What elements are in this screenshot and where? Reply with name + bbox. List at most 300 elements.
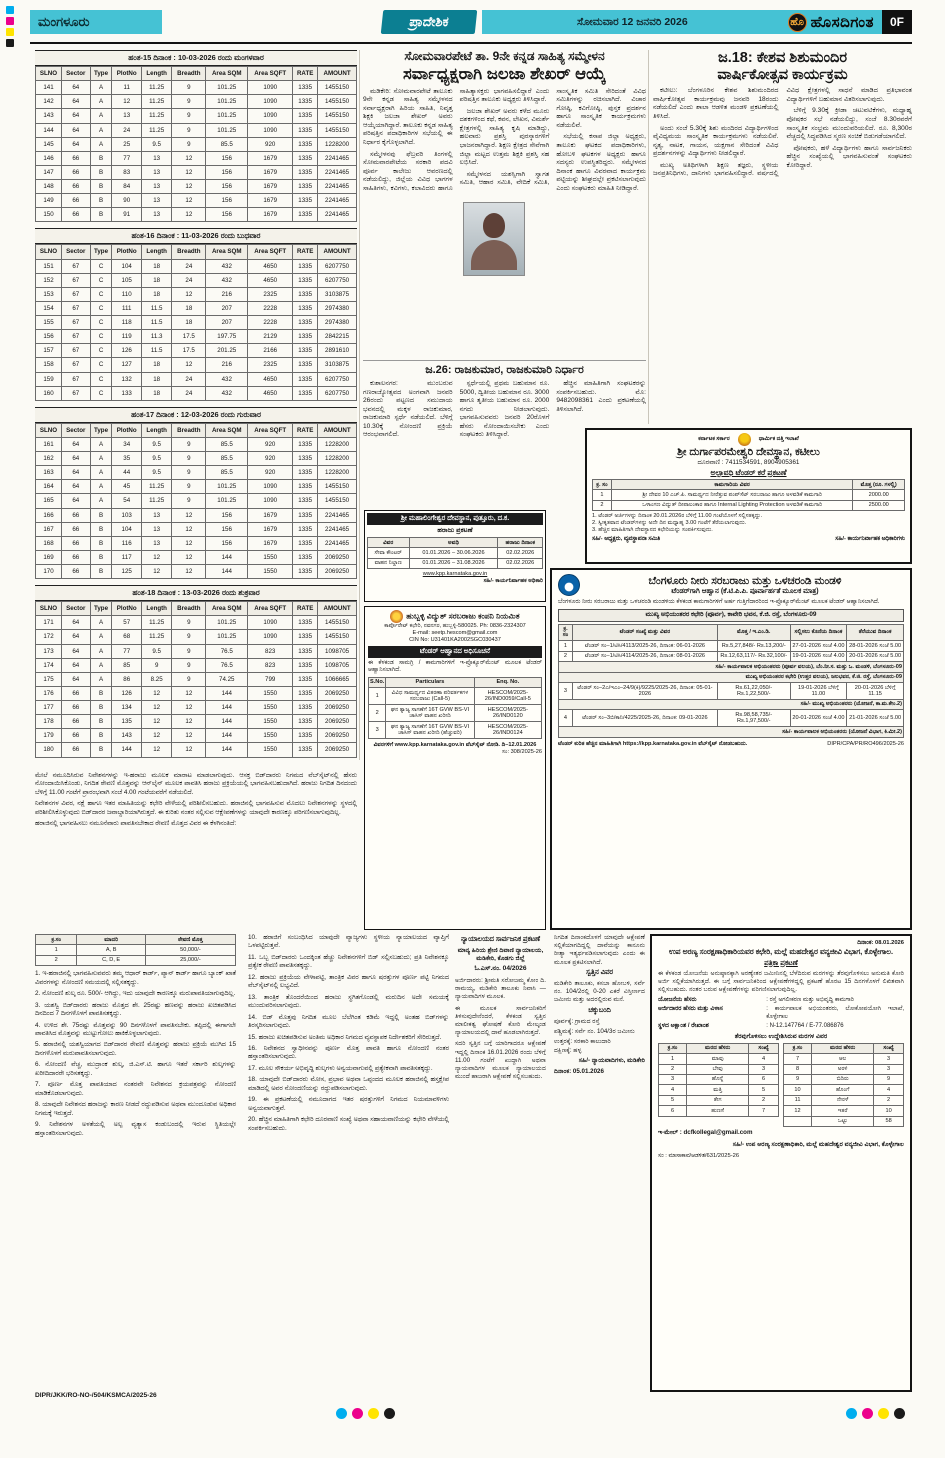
- table-row: [659, 1064, 779, 1074]
- table-header-cell: SLNO: [36, 67, 62, 81]
- field-row: [658, 1006, 904, 1022]
- table-cell: ವಾಹನ ನಿಲ್ದಾಣ: [368, 558, 410, 568]
- table-cell: 197.75: [206, 330, 248, 344]
- paragraph: ಕುಶಾಲನಗರ: ಮುಂಬರುವ ಗಣರಾಜ್ಯೋತ್ಸವದ ಅಂಗವಾಗಿ ಜನವರಿ 26ರಂದು ಪಟ್ಟಣದ ಸಮುದಾಯ ಭವನದಲ್ಲಿ ಮಕ್ಕಳ ರಾಜಕುಮಾರ, ರಾಜಕುಮಾರಿ ಸ್ಪರ್ಧೆ ನಡೆಯಲಿದೆ. ಬೆಳಿಗ್ಗೆ 10.30ಕ್ಕೆ ನೋಂದಣಿ ಪ್ರಕ್ರಿಯೆ ಆರಂಭವಾಗಲಿದೆ.: [363, 380, 453, 439]
- table-header-cell: Breadth: [172, 245, 206, 259]
- table-row: [36, 180, 357, 194]
- table-cell: 2069250: [318, 701, 357, 715]
- portrait-silhouette-icon: [483, 213, 505, 238]
- table-header-cell: SLNO: [36, 245, 62, 259]
- table-cell: A: [90, 494, 112, 508]
- registration-dot: [336, 1408, 347, 1419]
- table-cell: 118: [112, 316, 142, 330]
- table-cell: A: [90, 95, 112, 109]
- table-cell: ಘನ ತ್ಯಾಜ್ಯ ಸಾಗಣೆಗೆ 16T GVW BS-VI ಚಾಸಿಸ್ ವಾಹನ ಖರೀದಿ (ಹೆಚ್ಚುವರಿ): [386, 722, 474, 739]
- table-cell: 13: [141, 194, 171, 208]
- table-cell: 164: [36, 480, 62, 494]
- table: [658, 1043, 779, 1117]
- table-cell: 1: [36, 945, 77, 955]
- table-cell: 2241465: [318, 508, 357, 522]
- hescom-email: E-mail: seetp.hescom@gmail.com: [412, 629, 498, 636]
- table-header-cell: Breadth: [172, 602, 206, 616]
- table: [558, 624, 904, 738]
- table-cell: ಟೆಂಡರ್ ಸಂ–2ಎ/ಇಎಂ–24/9(ಕಿ)/9225/2025-26, ದಿನಾಂಕ: 05-01-2026: [572, 683, 717, 700]
- author-photo: [463, 202, 525, 276]
- paragraph: ಕಟೀಲು: ಬೆಂಗಳೂರಿನ ಕೇಶವ ಶಿಶುಮಂದಿರದ ವಾರ್ಷಿಕೋತ್ಸವ ಕಾರ್ಯಕ್ರಮವು ಜನವರಿ 18ರಂದು ನಡೆಯಲಿದೆ ಎಂದು ಶಾಲಾ ಆಡಳಿತ ಮಂಡಳಿ ಪ್ರಕಟಣೆಯಲ್ಲಿ ತಿಳಿಸಿದೆ.: [653, 87, 779, 121]
- table-cell: 141: [36, 81, 62, 95]
- table-cell: C: [90, 273, 112, 287]
- table-cell: 3103875: [318, 287, 357, 301]
- table-cell: 152: [36, 273, 62, 287]
- tree-table-caption: ತೆರವುಗೊಳಿಸಲು ಉದ್ದೇಶಿಸಿರುವ ಮರಗಳ ವಿವರ: [734, 1032, 828, 1040]
- registration-dot: [6, 39, 14, 47]
- table-cell: 1090: [248, 109, 293, 123]
- table-cell: 103: [112, 508, 142, 522]
- table-cell: 1550: [248, 550, 293, 564]
- table-cell: A: [90, 452, 112, 466]
- table-header-cell: AMOUNT: [318, 245, 357, 259]
- table-cell: 20-01-2026 ಸಂಜೆ 5.00: [847, 651, 904, 661]
- table-row: [784, 1095, 904, 1105]
- table-cell: 11.25: [141, 616, 171, 630]
- table-cell: 143: [36, 109, 62, 123]
- table-cell: 2241465: [318, 194, 357, 208]
- table-row: [659, 1054, 779, 1064]
- table-cell: ತೇಗ: [687, 1095, 749, 1105]
- plot-table-section-2: [35, 228, 357, 400]
- table-cell: 67: [61, 259, 90, 273]
- table-cell: 10: [784, 1085, 812, 1095]
- table-row: [368, 548, 543, 558]
- table-cell: 9: [172, 109, 206, 123]
- table-cell: 84: [112, 180, 142, 194]
- paragraph: ಸಭೆಯಲ್ಲಿ ಕಸಾಪ ಜಿಲ್ಲಾ ಅಧ್ಯಕ್ಷರು, ತಾಲೂಕು ಘಟಕದ ಪದಾಧಿಕಾರಿಗಳು, ಹೋಬಳಿ ಘಟಕಗಳ ಅಧ್ಯಕ್ಷರು ಹಾಗೂ ಸದಸ್ಯರು ಉಪಸ್ಥಿತರಿದ್ದರು. ಸಮ್ಮೇಳನದ ದಿನಾಂಕ ಹಾಗೂ ವಿವರವಾದ ಕಾರ್ಯಕ್ರಮ ಪಟ್ಟಿಯನ್ನು ಶೀಘ್ರದಲ್ಲೇ ಪ್ರಕಟಿಸಲಾಗುವುದು ಎಂದು ಸಂಘಟಕರು ಮಾಹಿತಿ ನೀಡಿದ್ದಾರೆ.: [556, 133, 646, 192]
- table-cell: 12: [172, 701, 206, 715]
- table-cell: 11.3: [141, 330, 171, 344]
- table-cell: 150: [36, 208, 62, 222]
- field-row: [658, 997, 904, 1005]
- table-cell: C: [90, 344, 112, 358]
- table-cell: 207: [206, 301, 248, 315]
- table-cell: ಮತ್ತಿ: [687, 1085, 749, 1095]
- table-cell: 8.25: [141, 672, 171, 686]
- table-cell: 3: [874, 1064, 904, 1074]
- article-kicker: ಸೋಮವಾರಪೇಟೆ ತಾ. 9ನೇ ಕನ್ನಡ ಸಾಹಿತ್ಯ ಸಮ್ಮೇಳನ: [404, 49, 605, 63]
- table-header-cell: RATE: [293, 602, 318, 616]
- table-cell: 11.25: [141, 494, 171, 508]
- forest-notice-body: ಈ ಕೆಳಕಂಡ ಯೋಜನೆಯ ಅನುಷ್ಠಾನಕ್ಕಾಗಿ ಅರಣ್ಯೇತರ ಜಮೀನಿನಲ್ಲಿ ಬೆಳೆದಿರುವ ಮರಗಳನ್ನು ತೆರವುಗೊಳಿಸಲು ಅನುಮತಿ ಕೋರಿ ಅರ್ಜಿ ಸಲ್ಲಿಕೆಯಾಗಿರುತ್ತದೆ. ಈ ಬಗ್ಗೆ ಸಾರ್ವಜನಿಕರಿಂದ ಆಕ್ಷೇಪಣೆಗಳಿದ್ದಲ್ಲಿ ಪ್ರಕಟಣೆ ಹೊರಟ 15 ದಿನಗಳೊಳಗೆ ಲಿಖಿತವಾಗಿ ಸಲ್ಲಿಸಬಹುದು. ನಂತರ ಬರುವ ಆಕ್ಷೇಪಣೆಗಳನ್ನು ಪರಿಗಣಿಸಲಾಗುವುದಿಲ್ಲ.: [658, 969, 904, 994]
- table-cell: 76.5: [206, 658, 248, 672]
- table-cell: ಹೊಂಗೆ: [812, 1085, 874, 1095]
- table-cell: 2129: [248, 330, 293, 344]
- table-cell: 101.25: [206, 480, 248, 494]
- table-cell: 175: [36, 672, 62, 686]
- table-cell: 18: [141, 287, 171, 301]
- table-cell: 2: [593, 500, 612, 510]
- table-cell: 4650: [248, 259, 293, 273]
- table-cell: 1335: [293, 358, 318, 372]
- paragraph: ಸಮ್ಮೇಳನವು ಫೆಬ್ರವರಿ ತಿಂಗಳಲ್ಲಿ ಸೋಮವಾರಪೇಟೆಯ ಸರಕಾರಿ ಪದವಿ ಪೂರ್ವ ಕಾಲೇಜು ಆವರಣದಲ್ಲಿ ನಡೆಯಲಿದ್ದು, ಜಿಲ್ಲೆಯ ವಿವಿಧ ಭಾಗಗಳ ಸಾಹಿತಿಗಳು, ಕವಿಗಳು, ಕಲಾವಿದರು ಹಾಗೂ ಸಾಹಿತ್ಯಾಸಕ್ತರು ಭಾಗವಹಿಸಲಿದ್ದಾರೆ ಎಂದು ಪರಿಷತ್ತಿನ ತಾಲೂಕು ಅಧ್ಯಕ್ಷರು ತಿಳಿಸಿದ್ದಾರೆ.: [363, 87, 550, 192]
- table-cell: Rs.12,63,117/- Rs.32,100/-: [717, 651, 790, 661]
- registration-dot: [368, 1408, 379, 1419]
- paragraph: ಪೋಷಕರು, ಹಳೆ ವಿದ್ಯಾರ್ಥಿಗಳು ಹಾಗೂ ಸಾರ್ವಜನಿಕರು ಹೆಚ್ಚಿನ ಸಂಖ್ಯೆಯಲ್ಲಿ ಭಾಗವಹಿಸುವಂತೆ ಸಂಘಟಕರು ಕೋರಿದ್ದಾರೆ.: [786, 144, 912, 169]
- auction-terms-clauses: [35, 934, 449, 1386]
- paragraph: ದಕ್ಷಿಣಕ್ಕೆ: ಹಳ್ಳ: [554, 1047, 582, 1055]
- table-header-cell: PlotNo: [112, 245, 142, 259]
- table-header-cell: RATE: [293, 67, 318, 81]
- table-cell: 1335: [293, 616, 318, 630]
- table-cell: 160: [36, 386, 62, 400]
- bwssb-title: ಬೆಂಗಳೂರು ನೀರು ಸರಬರಾಜು ಮತ್ತು ಒಳಚರಂಡಿ ಮಂಡಳಿ: [648, 574, 842, 587]
- table-header-cell: Area SQFT: [248, 67, 293, 81]
- temple-ad-subhead: ಹರಾಜು ಪ್ರಕಟಣೆ: [437, 527, 473, 534]
- table-header-cell: RATE: [293, 423, 318, 437]
- temple-phone: ದೂರವಾಣಿ : 7411534591, 8904905361: [697, 459, 800, 466]
- paragraph: ಸಮ್ಮೇಳನದ ಯಶಸ್ಸಿಗಾಗಿ ಸ್ವಾಗತ ಸಮಿತಿ, ಆಹಾರ ಸಮಿತಿ, ವೇದಿಕೆ ಸಮಿತಿ, ಸಾಂಸ್ಕೃತಿಕ ಸಮಿತಿ ಸೇರಿದಂತೆ ವಿವಿಧ ಸಮಿತಿಗಳನ್ನು ರಚಿಸಲಾಗಿದೆ. ವಿಚಾರ ಗೋಷ್ಠಿ, ಕವಿಗೋಷ್ಠಿ, ಪುಸ್ತಕ ಪ್ರದರ್ಶನ ಹಾಗೂ ಸಾಂಸ್ಕೃತಿಕ ಕಾರ್ಯಕ್ರಮಗಳು ನಡೆಯಲಿವೆ.: [459, 87, 646, 187]
- table-cell: B: [90, 701, 112, 715]
- table-row: [784, 1116, 904, 1126]
- table-header-cell: Sector: [61, 67, 90, 81]
- table-cell: 207: [206, 316, 248, 330]
- paragraph: 2. ಸ್ವೀಕೃತವಾದ ಟೆಂಡರ್‌ಗಳನ್ನು ಅದೇ ದಿನ ಮಧ್ಯಾಹ್ನ 3.00 ಗಂಟೆಗೆ ತೆರೆಯಲಾಗುವುದು.: [592, 520, 747, 527]
- plot-table-title: ಹಂತ-18 ದಿನಾಂಕ : 13-03-2026 ರಂದು ಶುಕ್ರವಾರ: [35, 585, 357, 601]
- table-cell: 20-01-2026 ಸಂಜೆ 4.00: [790, 710, 847, 727]
- table-cell: 6207750: [318, 386, 357, 400]
- table-cell: 1679: [248, 522, 293, 536]
- temple-ad-header: ಶ್ರೀ ಮಹಾಲಿಂಗೇಶ್ವರ ದೇವಸ್ಥಾನ, ಪುತ್ತೂರು, ದ.ಕ.: [367, 513, 543, 525]
- table-header-cell: Sector: [61, 423, 90, 437]
- table-cell: 9: [784, 1074, 812, 1084]
- table-cell: C: [90, 287, 112, 301]
- registration-marks-top-left: [6, 6, 14, 47]
- article-keshava: [653, 50, 912, 424]
- table-cell: 1455150: [318, 123, 357, 137]
- sign-left: ಸಹಿ/- ಅಧ್ಯಕ್ಷರು, ವ್ಯವಸ್ಥಾಪನಾ ಸಮಿತಿ: [592, 536, 661, 543]
- registration-dot: [6, 17, 14, 25]
- paragraph: ಮುಖ್ಯ ಅತಿಥಿಗಳಾಗಿ ಶಿಕ್ಷಣ ತಜ್ಞರು, ಸ್ಥಳೀಯ ಜನಪ್ರತಿನಿಧಿಗಳು, ದಾನಿಗಳು ಭಾಗವಹಿಸಲಿದ್ದಾರೆ. ವರ್ಷದಲ್ಲಿ ವಿವಿಧ ಕ್ಷೇತ್ರಗಳಲ್ಲಿ ಸಾಧನೆ ಮಾಡಿದ ಪ್ರತಿಭಾವಂತ ವಿದ್ಯಾರ್ಥಿಗಳಿಗೆ ಬಹುಮಾನ ವಿತರಿಸಲಾಗುವುದು.: [653, 87, 912, 178]
- table-header-cell: Enq. No.: [474, 677, 541, 687]
- table-cell: 12: [172, 565, 206, 579]
- table-row: [36, 480, 357, 494]
- table-cell: 1335: [293, 494, 318, 508]
- table-cell: 66: [61, 729, 90, 743]
- table-cell: 18: [141, 273, 171, 287]
- table-cell: 174: [36, 658, 62, 672]
- table-cell: 1335: [293, 437, 318, 451]
- table-header-cell: ಠೇವಣಿ ಮೊತ್ತ: [145, 935, 235, 945]
- table-cell: 156: [206, 508, 248, 522]
- table-cell: 11.25: [141, 480, 171, 494]
- table-cell: 2166: [248, 344, 293, 358]
- paragraph: 2. ನೋಂದಣಿ ಶುಲ್ಕ ರೂ. 500/- ಆಗಿದ್ದು, ಇದು ಯಾವುದೇ ಕಾರಣಕ್ಕೂ ಮರುಪಾವತಿಯಾಗುವುದಿಲ್ಲ.: [35, 990, 236, 998]
- table-cell: 2228: [248, 301, 293, 315]
- table-cell: 66: [61, 165, 90, 179]
- table-cell: 1335: [293, 259, 318, 273]
- table-cell: 101.25: [206, 616, 248, 630]
- table-cell: 159: [36, 372, 62, 386]
- table-cell: 1335: [293, 386, 318, 400]
- table-cell: 161: [36, 437, 62, 451]
- table: [35, 66, 357, 222]
- table-cell: A, B: [77, 945, 145, 955]
- table-cell: 4650: [248, 273, 293, 287]
- table-cell: 144: [206, 701, 248, 715]
- table-cell: 104: [112, 522, 142, 536]
- table-cell: B: [90, 508, 112, 522]
- table-cell: 147: [36, 165, 62, 179]
- table-cell: 18: [172, 301, 206, 315]
- table-row: [36, 452, 357, 466]
- table-cell: 9: [141, 658, 171, 672]
- table-cell: 3: [369, 722, 386, 739]
- table-row: [36, 81, 357, 95]
- table-cell: B: [90, 536, 112, 550]
- table-cell: 2241465: [318, 180, 357, 194]
- auction-table: [367, 537, 543, 569]
- article-headline: ಜ.26: ರಾಜಕುಮಾರ, ರಾಜಕುಮಾರಿ ನಿರ್ಧಾರ: [363, 360, 646, 377]
- table-cell: 178: [36, 715, 62, 729]
- table-cell: 1550: [248, 729, 293, 743]
- table-cell: 17.5: [172, 344, 206, 358]
- company-name-text: ಹುಬ್ಬಳ್ಳಿ ವಿದ್ಯುತ್ ಸರಬರಾಜು ಕಂಪನಿ ನಿಯಮಿತ: [406, 611, 520, 621]
- table-cell: 169: [36, 550, 62, 564]
- table-cell: Rs.61,22,050/- Rs.1,22,500/-: [717, 683, 790, 700]
- paragraph: ಸದರಿ ಸ್ವತ್ತಿನ ಬಗ್ಗೆ ಯಾರಿಗಾದರೂ ಆಕ್ಷೇಪಣೆ ಇದ್ದಲ್ಲಿ ದಿನಾಂಕ 16.01.2026 ರಂದು ಬೆಳಿಗ್ಗೆ 11.00 ಗಂಟೆಗೆ ಖುದ್ದಾಗಿ ಅಥವಾ ನ್ಯಾಯವಾದಿಗಳ ಮೂಲಕ ನ್ಯಾಯಾಲಯದ ಮುಂದೆ ಹಾಜರಾಗಿ ಆಕ್ಷೇಪಣೆ ಸಲ್ಲಿಸಬಹುದು.: [455, 1040, 546, 1081]
- table-header-cell: ಸಲ್ಲಿಸಲು ಕೊನೆಯ ದಿನಾಂಕ: [790, 624, 847, 641]
- table-header-cell: Area SQM: [206, 67, 248, 81]
- table-cell: 799: [248, 672, 293, 686]
- table-cell: 9: [172, 95, 206, 109]
- forest-sign: ಸಹಿ/- ಉಪ ಅರಣ್ಯ ಸಂರಕ್ಷಣಾಧಿಕಾರಿ, ಮಲ್ಲೆ ಮಹದೇಶ್ವರ ವನ್ಯಜೀವಿ ವಿಭಾಗ, ಕೊಳ್ಳೇಗಾಲ: [732, 1141, 904, 1149]
- table-cell: 1335: [293, 522, 318, 536]
- table-row: [559, 662, 904, 672]
- tender-notes: [592, 513, 905, 534]
- table-cell: 1335: [293, 743, 318, 757]
- table-cell: 12: [141, 565, 171, 579]
- temple-name: ಶ್ರೀ ದುರ್ಗಾಪರಮೇಶ್ವರಿ ದೇವಸ್ಥಾನ, ಕಟೀಲು: [677, 446, 820, 458]
- table-header-cell: ಕ್ರ.ಸಂ: [784, 1043, 812, 1053]
- table-cell: 2241465: [318, 536, 357, 550]
- table-cell: 144: [206, 729, 248, 743]
- table-cell: ಅರಳಿ: [812, 1064, 874, 1074]
- table-cell: ನೇರಳೆ: [812, 1095, 874, 1105]
- table-cell: ಘನ ತ್ಯಾಜ್ಯ ಸಾಗಣೆಗೆ 16T GVW BS-VI ಚಾಸಿಸ್ ವಾಹನ ಖರೀದಿ: [386, 705, 474, 722]
- paragraph: ಮಡಿಕೇರಿ: ಸೋಮವಾರಪೇಟೆ ತಾಲೂಕು 9ನೇ ಕನ್ನಡ ಸಾಹಿತ್ಯ ಸಮ್ಮೇಳನದ ಸರ್ವಾಧ್ಯಕ್ಷರಾಗಿ ಹಿರಿಯ ಸಾಹಿತಿ, ನಿವೃತ್ತ ಶಿಕ್ಷಕಿ ಜಲಜಾ ಶೇಖರ್ ಅವರು ಆಯ್ಕೆಯಾಗಿದ್ದಾರೆ. ತಾಲೂಕು ಕನ್ನಡ ಸಾಹಿತ್ಯ ಪರಿಷತ್ತಿನ ಪದಾಧಿಕಾರಿಗಳ ಸಭೆಯಲ್ಲಿ ಈ ನಿರ್ಧಾರ ಕೈಗೊಳ್ಳಲಾಗಿದೆ.: [363, 87, 453, 147]
- table-cell: 64: [61, 81, 90, 95]
- paragraph: 12. ಹರಾಜು ಪ್ರಕ್ರಿಯೆಯ ವೇಳಾಪಟ್ಟಿ, ತಾಂತ್ರಿಕ ವಿವರ ಹಾಗೂ ಷರತ್ತುಗಳ ಪೂರ್ಣ ಪಟ್ಟಿ ನಿಗಮದ ವೆಬ್‌ಸೈಟ್‌ನಲ್ಲಿ ಲಭ್ಯವಿದೆ.: [248, 973, 449, 990]
- table-cell: 101.25: [206, 494, 248, 508]
- table-cell: 7: [784, 1054, 812, 1064]
- table-row: [659, 1074, 779, 1084]
- bwssb-tender-table: [558, 624, 904, 738]
- table-cell: 1679: [248, 536, 293, 550]
- table-cell: 24: [172, 259, 206, 273]
- table-cell: 64: [61, 466, 90, 480]
- table-row: [36, 386, 357, 400]
- registration-dot: [6, 28, 14, 36]
- auction-terms-intro: [35, 772, 357, 930]
- table-cell: 920: [248, 452, 293, 466]
- table-cell: ಶ್ರೀ ದೇವರ 10 ಎಚ್.ಪಿ. ಸಾಮರ್ಥ್ಯದ ನೀರೆತ್ತುವ ಪಂಪ್‌ಸೆಟ್ ಸರಬರಾಜು ಹಾಗೂ ಅಳವಡಿಕೆ ಕಾಮಗಾರಿ: [611, 490, 853, 500]
- field-label: ಯೋಜನೆಯ ಹೆಸರು: [658, 997, 697, 1004]
- table-cell: 156: [36, 330, 62, 344]
- table-row: [36, 165, 357, 179]
- table-cell: 12: [172, 729, 206, 743]
- table-cell: 11.25: [141, 109, 171, 123]
- paragraph: 4. ಉಳಿದ ಶೇ. 75ರಷ್ಟು ಮೊತ್ತವನ್ನು 90 ದಿನಗಳೊಳಗೆ ಪಾವತಿಸಬೇಕು. ತಪ್ಪಿದಲ್ಲಿ ಈಗಾಗಲೇ ಪಾವತಿಸಿದ ಮೊತ್ತವನ್ನು ಮುಟ್ಟುಗೋಲು ಹಾಕಿಕೊಳ್ಳಲಾಗುವುದು.: [35, 1021, 236, 1037]
- table-cell: 9: [172, 644, 206, 658]
- table-cell: 9: [172, 137, 206, 151]
- table-cell: 126: [112, 686, 142, 700]
- paragraph: 7. ಪೂರ್ಣ ಮೊತ್ತ ಪಾವತಿಯಾದ ನಂತರವೇ ನಿವೇಶನದ ಕ್ರಯಪತ್ರವನ್ನು ನೋಂದಣಿ ಮಾಡಿಕೊಡಲಾಗುವುದು.: [35, 1081, 236, 1097]
- hescom-tender-ad: [364, 606, 546, 930]
- table-cell: 165: [36, 494, 62, 508]
- field-row: [658, 1023, 904, 1031]
- table-cell: 66: [61, 715, 90, 729]
- table-cell: 13: [112, 109, 142, 123]
- table-cell: 21-01-2026 ಸಂಜೆ 5.00: [847, 710, 904, 727]
- table-cell: 168: [36, 536, 62, 550]
- table-cell: 85.5: [206, 452, 248, 466]
- paragraph: ನಿಗದಿತ ದಿನಾಂಕದೊಳಗೆ ಯಾವುದೇ ಆಕ್ಷೇಪಣೆ ಸಲ್ಲಿಕೆಯಾಗದಿದ್ದಲ್ಲಿ ದಾವೆಯನ್ನು ಕಾನೂನು ರೀತ್ಯಾ ಇತ್ಯರ್ಥಪಡಿಸಲಾಗುವುದು ಎಂದು ಈ ಮೂಲಕ ಪ್ರಕಟಿಸಲಾಗಿದೆ.: [554, 934, 645, 966]
- table-row: [36, 273, 357, 287]
- table-cell: 9: [172, 616, 206, 630]
- table-row: [36, 701, 357, 715]
- table-cell: HESCOM/2025-26/IND0124: [474, 722, 541, 739]
- table-cell: 171: [36, 616, 62, 630]
- table-cell: 9.5: [141, 452, 171, 466]
- paragraph: 3. ಹೆಚ್ಚಿನ ಮಾಹಿತಿಗಾಗಿ ದೇವಸ್ಥಾನದ ಕಛೇರಿಯನ್ನು ಸಂಪರ್ಕಿಸುವುದು.: [592, 527, 713, 534]
- govt-emblem-icon: [738, 433, 751, 446]
- table-cell: 1455150: [318, 494, 357, 508]
- kateelu-temple-ad: [585, 428, 912, 564]
- table-cell: 2: [874, 1095, 904, 1105]
- table-row: [36, 137, 357, 151]
- table-cell: 1090: [248, 616, 293, 630]
- table-row: [369, 722, 542, 739]
- table-cell: 135: [112, 715, 142, 729]
- table-cell: 1679: [248, 508, 293, 522]
- table-cell: 162: [36, 452, 62, 466]
- table-cell: 432: [206, 259, 248, 273]
- table-cell: 1335: [293, 466, 318, 480]
- table-cell: 1335: [293, 658, 318, 672]
- table-row: [36, 508, 357, 522]
- table-cell: B: [90, 743, 112, 757]
- tender-band: ಟೆಂಡರ್ ಆಹ್ವಾನದ ಅಧಿಸೂಚನೆ: [368, 646, 542, 658]
- table-cell: 2241465: [318, 522, 357, 536]
- table-cell: 27-01-2026 ಸಂಜೆ 4.00: [790, 641, 847, 651]
- table-row: [36, 616, 357, 630]
- paragraph: ಈ ಮೂಲಕ ಸಾರ್ವಜನಿಕರಿಗೆ ತಿಳಿಸುವುದೇನೆಂದರೆ, ಕೆಳಕಂಡ ಸ್ವತ್ತಿನ ಮಾಲೀಕತ್ವ ಘೋಷಣೆ ಕೋರಿ ಮೇಲ್ಕಂಡ ನ್ಯಾಯಾಲಯದಲ್ಲಿ ದಾವೆ ಹೂಡಲಾಗಿರುತ್ತದೆ.: [455, 1004, 546, 1037]
- table-cell: 13: [141, 180, 171, 194]
- table-cell: 2069250: [318, 550, 357, 564]
- table-cell: 2325: [248, 358, 293, 372]
- field-value: : N-12.147764 / E-77.086876: [766, 1022, 844, 1029]
- table-cell: 3: [874, 1054, 904, 1064]
- table-row: [559, 699, 904, 709]
- paragraph: ಜಲಜಾ ಶೇಖರ್ ಅವರು ಕಳೆದ ಮೂರು ದಶಕಗಳಿಂದ ಕಥೆ, ಕವನ, ಲೇಖನ, ವಿಮರ್ಶೆ ಕ್ಷೇತ್ರಗಳಲ್ಲಿ ಸಾಹಿತ್ಯ ಕೃಷಿ ಮಾಡಿದ್ದು, ಹಲವಾರು ಪ್ರಶಸ್ತಿ ಪುರಸ್ಕಾರಗಳಿಗೆ ಭಾಜನರಾಗಿದ್ದಾರೆ. ಶಿಕ್ಷಣ ಕ್ಷೇತ್ರದ ಸೇವೆಗಾಗಿ ಜಿಲ್ಲಾ ಮಟ್ಟದ ಉತ್ತಮ ಶಿಕ್ಷಕಿ ಪ್ರಶಸ್ತಿ ಸಹ ಲಭಿಸಿದೆ.: [459, 107, 550, 167]
- table: [368, 677, 542, 739]
- hescom-tender-table: [368, 677, 542, 739]
- table-cell: 13: [141, 208, 171, 222]
- table-cell: 85.5: [206, 437, 248, 451]
- masthead-right-strip: [482, 10, 912, 34]
- table-cell: 66: [61, 550, 90, 564]
- table-cell: 110: [112, 287, 142, 301]
- bwssb-office-label: ಮುಖ್ಯ ಅಭಿಯಂತರರ ಕಛೇರಿ (ಪೂರ್ವ), ಕಾವೇರಿ ಭವನ, ಕೆ.ಜಿ. ರಸ್ತೆ, ಬೆಂಗಳೂರು-09: [558, 609, 904, 622]
- table-header-cell: ಅವಧಿ: [409, 538, 498, 548]
- bwssb-tender-notice: [550, 568, 912, 930]
- table: [35, 244, 357, 400]
- table-cell: 02.02.2026: [498, 558, 543, 568]
- table-row: [36, 743, 357, 757]
- table-cell: 13: [141, 536, 171, 550]
- table-cell: C: [90, 358, 112, 372]
- table-cell: 154: [36, 301, 62, 315]
- dipr-reference: DIPR/JKK/RO-NO-/504/KSMCA/2025-26: [35, 1392, 157, 1399]
- table-cell: 1455150: [318, 81, 357, 95]
- table-cell: 145: [36, 137, 62, 151]
- paragraph: 8. ಯಾವುದೇ ನಿವೇಶನದ ಹರಾಜನ್ನು ಕಾರಣ ನೀಡದೆ ರದ್ದುಪಡಿಸುವ ಅಥವಾ ಮುಂದೂಡುವ ಅಧಿಕಾರ ನಿಗಮಕ್ಕೆ ಇರುತ್ತದೆ.: [35, 1101, 236, 1117]
- table-cell: [784, 1116, 812, 1126]
- paragraph: ಹರಾಜಿನಲ್ಲಿ ಭಾಗವಹಿಸಲು ನಮೂನೆವಾರು ಪಾವತಿಸಬೇಕಾದ ಠೇವಣಿ ಮೊತ್ತದ ವಿವರ ಈ ಕೆಳಗಿನಂತಿದೆ:: [35, 820, 237, 828]
- table-row: [36, 194, 357, 208]
- table-cell: 9: [172, 480, 206, 494]
- table-cell: 9: [172, 452, 206, 466]
- table-cell: ಟೆಂಡರ್ ಸಂ–1/ಟಿಸಿ/4114/2025-26, ದಿನಾಂಕ: 08-01-2026: [572, 651, 717, 661]
- table-header-cell: ಕ್ರ. ಸಂ: [593, 480, 612, 490]
- table-cell: ಹುಣಸೆ: [687, 1106, 749, 1116]
- table-cell: 67: [61, 344, 90, 358]
- table-cell: 101.25: [206, 123, 248, 137]
- paragraph: ನಿವೇಶನಗಳ ವಿವರ, ನಕ್ಷೆ ಹಾಗೂ ಇತರ ಮಾಹಿತಿಯನ್ನು ಕಛೇರಿ ವೇಳೆಯಲ್ಲಿ ಪರಿಶೀಲಿಸಬಹುದು. ಹರಾಜಿನಲ್ಲಿ ಭಾಗವಹಿಸುವ ಮೊದಲು ನಿವೇಶನಗಳನ್ನು ಸ್ಥಳದಲ್ಲಿ ಪರಿಶೀಲಿಸಿಕೊಳ್ಳುವುದು ಬಿಡ್‌ದಾರರ ಜವಾಬ್ದಾರಿಯಾಗಿರುತ್ತದೆ. ಈ ಕುರಿತು ನಂತರ ಸಲ್ಲಿಸುವ ಆಕ್ಷೇಪಣೆಗಳನ್ನು ಯಾವುದೇ ಕಾರಣಕ್ಕೂ ಪರಿಗಣಿಸಲಾಗುವುದಿಲ್ಲ.: [35, 800, 357, 816]
- table-cell: 170: [36, 565, 62, 579]
- court-public-notice: [455, 934, 645, 1390]
- table-row: [559, 727, 904, 737]
- hescom-website-line: ವಿವರಗಳಿಗೆ www.kpp.karnataka.gov.in ವೆಬ್‌ಸೈಟ್ ನೋಡಿ. ದಿ–12.01.2026: [373, 741, 537, 748]
- table-cell: 1455150: [318, 95, 357, 109]
- table-row: [36, 536, 357, 550]
- kateelu-tender-table: [592, 479, 905, 511]
- registration-dot: [352, 1408, 363, 1419]
- table-cell: 216: [206, 358, 248, 372]
- table-cell: 1335: [293, 208, 318, 222]
- registration-dot: [6, 6, 14, 14]
- table-cell: 216: [206, 287, 248, 301]
- table-cell: 66: [61, 686, 90, 700]
- registration-marks-bottom-right: [846, 1408, 905, 1419]
- table-cell: 1228200: [318, 437, 357, 451]
- table-row: [659, 1106, 779, 1116]
- table-cell: 02.02.2026: [498, 548, 543, 558]
- table-cell: 1335: [293, 316, 318, 330]
- notice-heading: ನ್ಯಾಯಾಲಯದ ಸಾರ್ವಜನಿಕ ಪ್ರಕಟಣೆ: [460, 936, 541, 943]
- page-number: 0F: [882, 10, 912, 34]
- table-row: [784, 1064, 904, 1074]
- table-header-cell: Type: [90, 602, 112, 616]
- deposit-table: [35, 934, 236, 966]
- table-cell: 2: [369, 705, 386, 722]
- table-row: [36, 330, 357, 344]
- table-cell: 6: [659, 1106, 687, 1116]
- table-cell: HESCOM/2025-26/IND0120: [474, 705, 541, 722]
- paragraph: 5. ಹರಾಜಿನಲ್ಲಿ ಯಶಸ್ವಿಯಾಗದ ಬಿಡ್‌ದಾರರ ಠೇವಣಿ ಮೊತ್ತವನ್ನು ಹರಾಜು ಪ್ರಕ್ರಿಯೆ ಮುಗಿದ 15 ದಿನಗಳೊಳಗೆ ಮರುಪಾವತಿಸಲಾಗುವುದು.: [35, 1041, 236, 1057]
- table-cell: 125: [112, 565, 142, 579]
- table-cell: 2891610: [318, 344, 357, 358]
- table-header-cell: ಮರದ ಹೆಸರು: [812, 1043, 874, 1053]
- table-cell: 24: [172, 273, 206, 287]
